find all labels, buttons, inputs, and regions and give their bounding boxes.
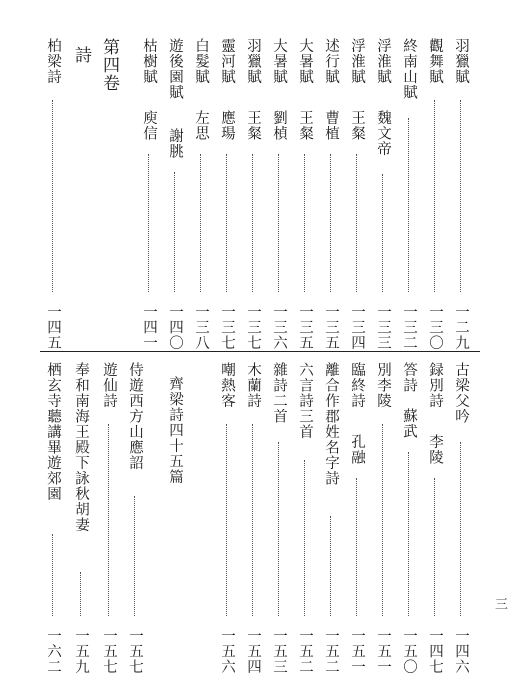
leader-dots <box>134 496 135 616</box>
entry-title: 浮淮賦 <box>375 38 391 85</box>
entry-title: 遊後園賦 <box>167 38 183 100</box>
entry-title: 嘲熱客 <box>219 362 235 409</box>
toc-entry <box>72 362 90 674</box>
leader-dots <box>434 478 435 616</box>
entry-title: 別李陵 <box>375 362 391 409</box>
subsection-title: 齊梁詩四十五篇 <box>167 376 183 485</box>
toc-entry <box>218 362 236 674</box>
leader-dots <box>304 154 305 292</box>
entry-title: 侍遊西方山應詔 <box>127 362 143 471</box>
entry-page: 一三七 <box>245 303 261 350</box>
entry-author: 王粲 <box>245 110 261 141</box>
leader-dots <box>52 534 53 616</box>
toc-entry <box>400 362 418 674</box>
leader-dots <box>226 424 227 616</box>
leader-dots <box>460 100 461 292</box>
toc-entry <box>322 38 340 350</box>
entry-author: 應瑒 <box>219 110 235 141</box>
toc-entry <box>400 38 418 350</box>
entry-author: 魏文帝 <box>375 110 391 157</box>
toc-entry <box>348 362 366 674</box>
toc-entry <box>426 362 444 674</box>
entry-title: 大暑賦 <box>271 38 287 85</box>
page-number: 三 <box>492 597 507 611</box>
entry-page: 一三五 <box>297 303 313 350</box>
toc-entry <box>426 38 444 350</box>
leader-dots <box>148 154 149 292</box>
volume-heading <box>100 38 122 350</box>
leader-dots <box>408 118 409 292</box>
entry-page: 一三八 <box>193 303 209 350</box>
entry-page: 一五一 <box>349 627 365 674</box>
entry-author: 孔融 <box>349 434 365 465</box>
toc-entry <box>374 38 392 350</box>
entry-title: 白髮賦 <box>193 38 209 85</box>
toc-entry <box>270 38 288 350</box>
toc-entry <box>126 362 144 674</box>
entry-author: 李陵 <box>427 434 443 465</box>
subsection-heading <box>166 362 184 674</box>
leader-dots <box>382 424 383 616</box>
toc-entry <box>452 362 470 674</box>
entry-title: 柏梁詩 <box>45 38 61 85</box>
leader-dots <box>278 154 279 292</box>
toc-entry <box>374 362 392 674</box>
entry-page: 一五二 <box>297 627 313 674</box>
entry-page: 一四〇 <box>167 303 183 350</box>
entry-page: 一三七 <box>219 303 235 350</box>
toc-entry <box>100 362 118 674</box>
entry-title: 木蘭詩 <box>245 362 261 409</box>
entry-author: 蘇武 <box>401 408 417 439</box>
entry-title: 離合作郡姓名字詩 <box>323 362 339 486</box>
entry-page: 一四六 <box>453 627 469 674</box>
section-title: 詩 <box>71 46 91 64</box>
entry-page: 一五〇 <box>401 627 417 674</box>
leader-dots <box>174 172 175 292</box>
entry-page: 一三二 <box>401 303 417 350</box>
volume-title: 第四卷 <box>99 38 119 92</box>
entry-page: 一五二 <box>323 627 339 674</box>
toc-entry <box>270 362 288 674</box>
entry-title: 終南山賦 <box>401 38 417 100</box>
leader-dots <box>356 154 357 292</box>
entry-page: 一三四 <box>349 303 365 350</box>
leader-dots <box>252 424 253 616</box>
entry-page: 一四七 <box>427 627 443 674</box>
leader-dots <box>382 174 383 292</box>
entry-author: 劉楨 <box>271 110 287 141</box>
entry-title: 遊仙詩 <box>101 362 117 409</box>
toc-entry <box>192 38 210 350</box>
entry-page: 一三三 <box>375 303 391 350</box>
entry-author: 王粲 <box>297 110 313 141</box>
toc-entry <box>44 362 62 674</box>
entry-title: 六言詩三首 <box>297 362 313 440</box>
entry-page: 一五七 <box>101 627 117 674</box>
entry-page: 一六二 <box>45 627 61 674</box>
section-heading <box>72 38 94 350</box>
entry-title: 大暑賦 <box>297 38 313 85</box>
entry-title: 奉和南海王殿下詠秋胡妻 <box>73 362 89 533</box>
leader-dots <box>330 154 331 292</box>
entry-title: 述行賦 <box>323 38 339 85</box>
leader-dots <box>356 478 357 616</box>
entry-page: 一五一 <box>375 627 391 674</box>
entry-author: 曹植 <box>323 110 339 141</box>
entry-page: 一四一 <box>141 303 157 350</box>
entry-page: 一三六 <box>271 303 287 350</box>
section-divider <box>40 351 480 352</box>
leader-dots <box>408 452 409 616</box>
entry-page: 一五六 <box>219 627 235 674</box>
entry-title: 録別詩 <box>427 362 443 409</box>
entry-title: 答詩 <box>401 362 417 393</box>
entry-page: 一五九 <box>73 627 89 674</box>
entry-page: 一五三 <box>271 627 287 674</box>
entry-title: 浮淮賦 <box>349 38 365 85</box>
entry-author: 庾信 <box>141 110 157 141</box>
entry-author: 謝朓 <box>167 128 183 159</box>
leader-dots <box>434 100 435 292</box>
entry-author: 王粲 <box>349 110 365 141</box>
toc-entry <box>140 38 158 350</box>
toc-entry <box>322 362 340 674</box>
entry-title: 臨終詩 <box>349 362 365 409</box>
entry-page: 一五四 <box>245 627 261 674</box>
toc-entry <box>218 38 236 350</box>
entry-title: 觀舞賦 <box>427 38 443 85</box>
toc-entry <box>244 362 262 674</box>
toc-entry <box>244 38 262 350</box>
leader-dots <box>226 154 227 292</box>
toc-entry <box>348 38 366 350</box>
entry-page: 一三〇 <box>427 303 443 350</box>
entry-title: 枯樹賦 <box>141 38 157 85</box>
entry-page: 一二九 <box>453 303 469 350</box>
leader-dots <box>80 572 81 616</box>
toc-entry <box>44 38 62 350</box>
toc-entry <box>166 38 184 350</box>
entry-title: 古梁父吟 <box>453 362 469 424</box>
leader-dots <box>330 516 331 616</box>
entry-title: 靈河賦 <box>219 38 235 85</box>
entry-page: 一三五 <box>323 303 339 350</box>
leader-dots <box>460 442 461 616</box>
entry-page: 一五七 <box>127 627 143 674</box>
toc-entry <box>296 38 314 350</box>
entry-title: 栖玄寺聽講畢遊郊園 <box>45 362 61 502</box>
entry-author: 左思 <box>193 110 209 141</box>
leader-dots <box>52 100 53 292</box>
leader-dots <box>304 460 305 616</box>
entry-title: 雜詩二首 <box>271 362 287 424</box>
entry-title: 羽獵賦 <box>453 38 469 85</box>
toc-entry <box>452 38 470 350</box>
entry-title: 羽獵賦 <box>245 38 261 85</box>
leader-dots <box>108 424 109 616</box>
leader-dots <box>200 154 201 292</box>
entry-page: 一四五 <box>45 303 61 350</box>
leader-dots <box>278 442 279 616</box>
toc-entry <box>296 362 314 674</box>
leader-dots <box>252 154 253 292</box>
